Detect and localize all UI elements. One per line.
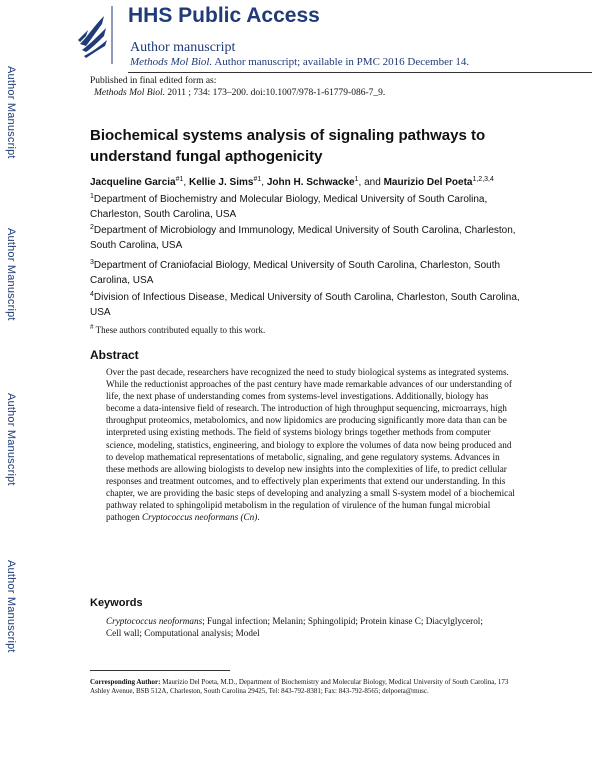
affiliation-text: Department of Microbiology and Immunology, Medical University of South Carolina, Charleston, South Carolina, USA <box>90 225 516 251</box>
keywords-rest: ; Fungal infection; Melanin; Sphingolipid; Protein kinase C; Diacylglycerol; Cell wall; Computational analysis; Model <box>106 616 483 639</box>
hhs-public-access-title: HHS Public Access <box>128 4 320 27</box>
hhs-eagle-logo-icon <box>74 6 114 64</box>
citation-line <box>94 88 385 98</box>
author-sup: 1,2,3,4 <box>472 176 494 183</box>
contrib-symbol: # <box>90 323 94 331</box>
abstract-body <box>106 366 516 523</box>
affiliation-number: 2 <box>90 224 94 231</box>
affiliation <box>90 290 520 320</box>
availability-line <box>130 56 469 68</box>
citation-details: 2011 ; 734: 173–200. doi:10.1007/978-1-61779-086-7_9. <box>164 88 386 98</box>
author-sep: , and <box>358 177 384 188</box>
abstract-end: . <box>257 512 260 523</box>
abstract-italic-species: Cryptococcus neoformans (Cn) <box>141 512 258 523</box>
abstract-heading: Abstract <box>90 348 139 362</box>
sidebar-author-manuscript-label: Author Manuscript <box>5 393 17 486</box>
affiliation-number: 1 <box>90 193 94 200</box>
author-manuscript-subtitle: Author manuscript <box>130 40 236 55</box>
contrib-text: These authors contributed equally to this work. <box>93 325 266 335</box>
keywords-body <box>106 615 496 639</box>
sidebar-author-manuscript-label: Author Manuscript <box>5 560 17 653</box>
article-title: Biochemical systems analysis of signaling pathways to understand fungal apthogenicity <box>90 127 486 165</box>
availability-text: Author manuscript; available in PMC 2016 December 14. <box>212 56 470 68</box>
author-name: John H. Schwacke <box>266 177 355 188</box>
affiliation-text: Division of Infectious Disease, Medical University of South Carolina, Charleston, South Carolina, USA <box>90 292 520 318</box>
affiliation <box>90 192 520 222</box>
footnote-text: Maurizio Del Poeta, M.D., Department of Biochemistry and Molecular Biology, Medical University of South Carolina, 173 Ashley Avenue, BSB 512A, Charleston, South Carolina 29425, Tel: 843-792-8381; Fax: 843-792-8565; delpoeta@musc. <box>90 678 509 696</box>
author-name: Maurizio Del Poeta <box>383 177 473 188</box>
sidebar-author-manuscript-label: Author Manuscript <box>5 228 17 321</box>
sidebar-author-manuscript-label: Author Manuscript <box>5 66 17 159</box>
author-list <box>90 177 494 188</box>
author-name: Kellie J. Sims <box>188 177 254 188</box>
author-name: Jacqueline Garcia <box>90 177 176 188</box>
footnote-label: Corresponding Author: <box>90 678 161 686</box>
author-sup: #1 <box>175 176 184 183</box>
footnote-divider <box>90 670 230 671</box>
affiliation-number: 4 <box>90 291 94 298</box>
author-sup: 1 <box>354 176 359 183</box>
equal-contribution-note <box>90 325 265 335</box>
author-sup: #1 <box>253 176 262 183</box>
corresponding-author-footnote <box>90 678 520 697</box>
journal-abbrev: Methods Mol Biol. <box>130 56 213 68</box>
author-sep: , <box>183 177 189 188</box>
affiliation-text: Department of Biochemistry and Molecular Biology, Medical University of South Carolina, Charleston, South Carolina, USA <box>90 194 488 220</box>
affiliation-text: Department of Craniofacial Biology, Medical University of South Carolina, Charleston, South Carolina, USA <box>90 260 501 286</box>
affiliation-number: 3 <box>90 259 94 266</box>
header-divider <box>128 72 592 73</box>
affiliation <box>90 223 520 253</box>
keyword-species: Cryptococcus neoformans <box>106 616 203 626</box>
author-sep: , <box>261 177 267 188</box>
citation-journal: Methods Mol Biol. <box>94 88 165 98</box>
affiliation <box>90 258 520 288</box>
keywords-heading: Keywords <box>90 597 143 609</box>
abstract-text: Over the past decade, researchers have recognized the need to study biological systems as integrated systems. While the reductionist approaches of the past century have made remarkable advances of our understanding of life, the next phase of understanding comes from systems-level investigations. Additionally, biology has become a data-intensive field of research. The introduction of high throughput sequencing, microarrays, high throughput proteomics, metabolomics, and now lipidomics are producing significantly more data than can be interpreted using existing methods. The field of systems biology brings together methods from computer science, modeling, statistics, engineering, and biology to explore the volumes of data now being produced and to develop mathematical representations of metabolic, signaling, and gene regulatory systems. Advances in these methods are allowing biologists to develop new insights into the complexities of life, to predict cellular responses and treatment outcomes, and to effectively plan experiments that extend our understanding. In this chapter, we are providing the basic steps of developing and analyzing a small S-system model of a biochemical pathway related to sphingolipid metabolism in the regulation of virulence of the human fungal microbial pathogen <box>106 367 515 523</box>
published-as-label: Published in final edited form as: <box>90 76 217 86</box>
